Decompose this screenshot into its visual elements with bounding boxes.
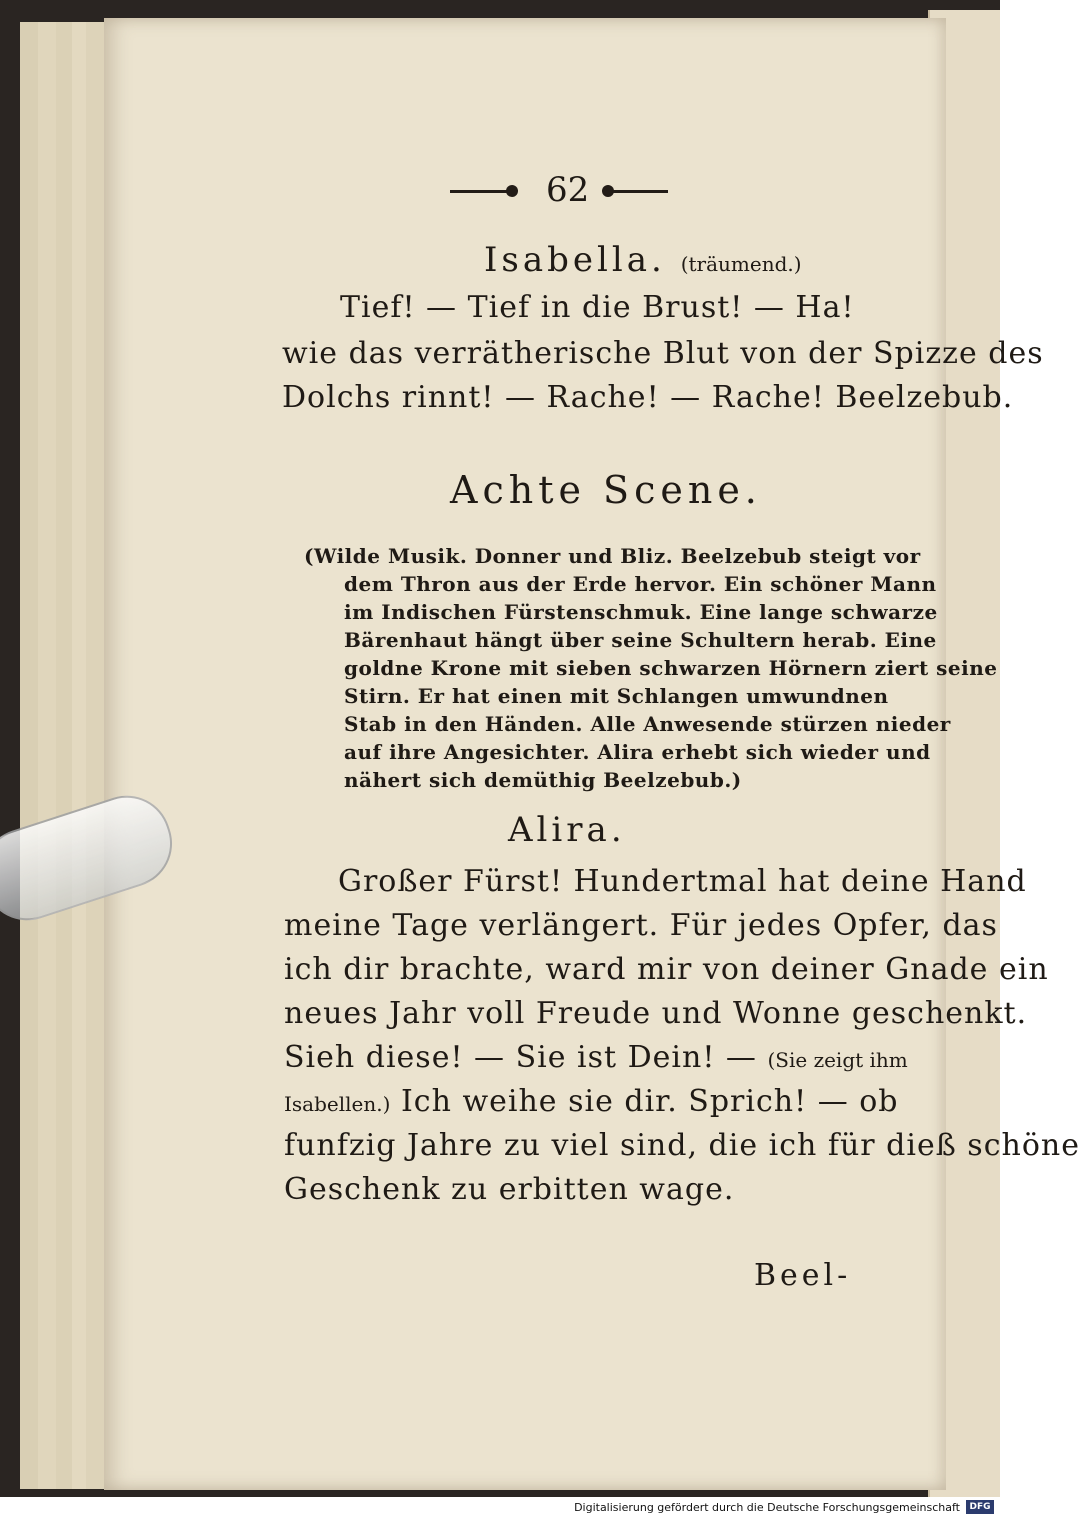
footer-bar <box>0 1497 1000 1519</box>
speech-line: Großer Fürst! Hundertmal hat deine Hand <box>338 864 1027 899</box>
stage-direction-line: nähert sich demüthig Beelzebub.) <box>344 768 742 792</box>
ornament-left <box>450 190 510 193</box>
stage-direction-line: (Wilde Musik. Donner und Bliz. Beelzebub steigt vor <box>304 544 921 568</box>
dfg-logo: DFG <box>966 1500 994 1514</box>
speaker-name: Isabella. <box>484 240 666 280</box>
stage-direction-line: goldne Krone mit sieben schwarzen Hörnern ziert seine <box>344 656 998 680</box>
speech-line <box>284 1040 908 1075</box>
catchword: Beel- <box>754 1258 852 1293</box>
speech-line: Tief! — Tief in die Brust! — Ha! <box>340 290 855 325</box>
stage-direction-line: im Indischen Fürstenschmuk. Eine lange schwarze <box>344 600 938 624</box>
speech-line: ich dir brachte, ward mir von deiner Gnade ein <box>284 952 1049 987</box>
page-header <box>340 170 700 210</box>
stage-direction-line: dem Thron aus der Erde hervor. Ein schöner Mann <box>344 572 937 596</box>
page-number: 62 <box>546 170 590 210</box>
funding-credit: Digitalisierung gefördert durch die Deutsche Forschungsgemeinschaft <box>574 1501 960 1514</box>
speech-line: neues Jahr voll Freude und Wonne geschenkt. <box>284 996 1028 1031</box>
stage-direction-line: Stab in den Händen. Alle Anwesende stürzen nieder <box>344 712 951 736</box>
stage-direction-inline: (träumend.) <box>680 252 802 276</box>
stage-direction-inline: Isabellen.) <box>284 1092 391 1116</box>
ornament-right <box>608 190 668 193</box>
speech-line: meine Tage verlängert. Für jedes Opfer, das <box>284 908 998 943</box>
scene-heading: Achte Scene. <box>450 468 762 512</box>
stage-direction-line: Bärenhaut hängt über seine Schultern herab. Eine <box>344 628 937 652</box>
book-page <box>104 18 1080 1490</box>
speaker-alira: Alira. <box>508 810 626 850</box>
speech-text: Sieh diese! — Sie ist Dein! — <box>284 1040 757 1075</box>
stage-direction-inline: (Sie zeigt ihm <box>767 1048 908 1072</box>
speech-line: Geschenk zu erbitten wage. <box>284 1172 735 1207</box>
speech-line: funfzig Jahre zu viel sind, die ich für dieß schöne <box>284 1128 1080 1163</box>
speech-line: Dolchs rinnt! — Rache! — Rache! Beelzebub. <box>282 380 1014 415</box>
ornament-dot <box>506 185 518 197</box>
stage-direction-line: Stirn. Er hat einen mit Schlangen umwundnen <box>344 684 889 708</box>
speaker-isabella <box>484 240 802 280</box>
speech-text: Ich weihe sie dir. Sprich! — ob <box>400 1084 899 1119</box>
speech-line: wie das verrätherische Blut von der Spizze des <box>282 336 1044 371</box>
stage-direction-line: auf ihre Angesichter. Alira erhebt sich wieder und <box>344 740 931 764</box>
speech-line <box>284 1084 899 1119</box>
